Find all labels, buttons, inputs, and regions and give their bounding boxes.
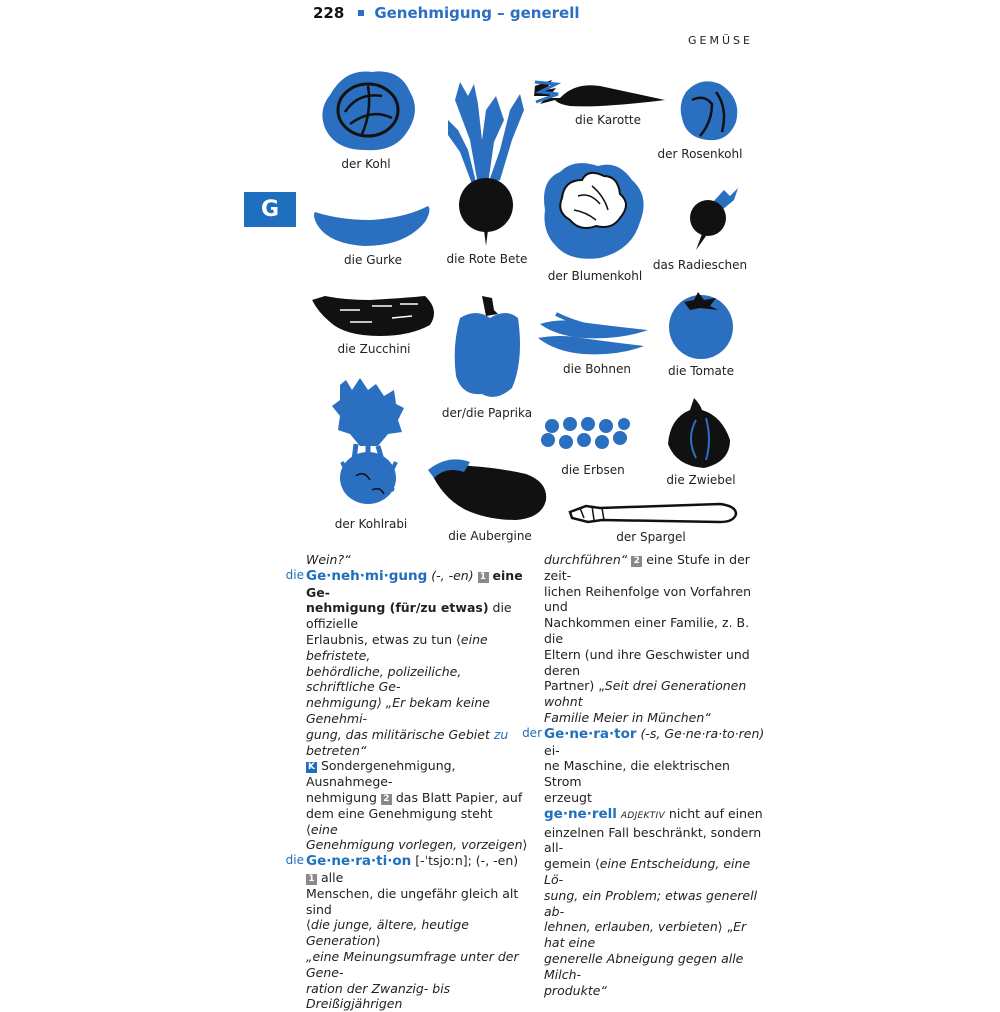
compounds: nehmigung	[306, 789, 381, 805]
alphabet-tab[interactable]: G	[244, 192, 296, 227]
example: Er hat eine	[544, 919, 747, 951]
headword[interactable]: Ge·ne·ra·ti·on	[306, 853, 412, 870]
left-column	[285, 552, 528, 1012]
definition-text: dem eine Genehmigung steht ⟨	[306, 805, 493, 837]
label-radieschen: das Radieschen	[652, 258, 748, 272]
pronunciation: [-ˈtsjoːn]; (-, -en)	[415, 853, 519, 869]
kohlrabi-icon	[332, 378, 404, 504]
collocation: eine	[310, 821, 338, 837]
example: generelle Abneigung gegen alle Milch-	[544, 950, 744, 982]
peas-icon	[541, 417, 630, 449]
definition-text: Erlaubnis, etwas zu tun ⟨	[306, 631, 461, 647]
bracket: ⟩	[375, 933, 381, 949]
definition-text: erzeugt	[544, 789, 592, 805]
definition-text: Partner) „	[544, 678, 605, 694]
label-kohl: der Kohl	[341, 157, 391, 171]
definition-text: lichen Reihenfolge von Vorfahren und	[544, 583, 752, 615]
phrase: eine Ge-	[306, 567, 523, 600]
beans-icon	[538, 314, 648, 354]
definition-text: einzelnen Fall beschränkt, sondern all-	[544, 824, 762, 856]
example: ⟩ „Er bekam keine Genehmi-	[306, 695, 490, 726]
grammar-info: (-s, Ge·ne·ra·to·ren)	[640, 725, 765, 741]
compound-badge: K	[306, 762, 317, 773]
example: „eine Meinungsumfrage unter der Gene-	[306, 948, 519, 980]
definition-text: Menschen, die ungefähr gleich alt sind	[306, 885, 519, 917]
label-kohlrabi: der Kohlrabi	[334, 517, 408, 531]
collocation: behördliche, polizeiliche, schriftliche Ge-	[306, 663, 462, 695]
cucumber-icon	[314, 206, 429, 246]
page-number: 228	[313, 4, 345, 22]
collocation: nehmigung	[306, 695, 377, 711]
asparagus-icon	[570, 504, 736, 522]
example: Familie Meier in München“	[544, 709, 711, 725]
zucchini-icon	[312, 296, 434, 336]
definition-text: nicht auf einen	[664, 805, 763, 821]
onion-icon	[668, 398, 730, 468]
label-paprika: der/die Paprika	[441, 406, 533, 420]
compounds: Sondergenehmigung, Ausnahmege-	[306, 758, 456, 790]
definition-text: Eltern (und ihre Geschwister und deren	[544, 646, 750, 678]
entry-generation	[285, 853, 528, 1012]
cauliflower-icon	[544, 163, 644, 259]
definition-text: Nachkommen einer Familie, z. B. die	[544, 615, 750, 646]
example: ration der Zwanzig- bis Dreißigjährigen	[306, 980, 451, 1012]
bracket: ⟨	[306, 917, 311, 933]
bell-pepper-icon	[455, 296, 520, 397]
label-rosenkohl: der Rosenkohl	[657, 147, 743, 161]
label-zucchini: die Zucchini	[337, 342, 411, 356]
article: der	[522, 725, 542, 740]
article: die	[285, 567, 304, 582]
label-tomate: die Tomate	[668, 364, 734, 378]
definition-text: ei-	[544, 742, 560, 758]
collocation: lehnen, erlauben, verbieten	[544, 919, 718, 935]
label-zwiebel: die Zwiebel	[666, 473, 736, 487]
example: gung, das militärische Gebiet	[306, 726, 494, 742]
carrot-icon	[534, 80, 665, 106]
headword[interactable]: Ge·ne·ra·tor	[544, 725, 637, 742]
grammar-info: (-, -en)	[431, 567, 474, 583]
article: die	[285, 853, 304, 868]
part-of-speech: ADJEKTIV	[620, 810, 665, 821]
beetroot-icon	[448, 82, 524, 246]
collocation: Genehmigung vorlegen, vorzeigen	[306, 837, 523, 853]
label-erbsen: die Erbsen	[561, 463, 625, 477]
definition-text: eine Stufe in der zeit-	[544, 552, 750, 583]
example: produkte“	[544, 982, 607, 998]
definition-text: gemein ⟨	[544, 856, 600, 872]
example: betreten“	[306, 742, 367, 758]
sense-number: 2	[381, 794, 392, 805]
example: Seit drei Generationen wohnt	[544, 678, 747, 710]
entry-generator	[522, 725, 766, 806]
cabbage-icon	[322, 71, 415, 150]
collocation: eine befristete,	[306, 631, 488, 663]
label-blumenkohl: der Blumenkohl	[547, 269, 643, 283]
label-rote-bete: die Rote Bete	[446, 252, 528, 266]
right-column	[522, 552, 766, 998]
example-highlight: zu	[493, 726, 509, 742]
headword[interactable]: ge·ne·rell	[544, 805, 617, 822]
eggplant-icon	[428, 459, 546, 520]
collocation: eine Entscheidung, eine Lö-	[544, 856, 751, 887]
bracket: ⟩	[522, 837, 528, 853]
definition-text: alle	[317, 869, 344, 885]
label-gurke: die Gurke	[344, 253, 402, 267]
definition-text: die offizielle	[306, 600, 512, 632]
phrase-continued: nehmigung (für/zu etwas)	[306, 600, 489, 616]
entry-genehmigung	[285, 567, 528, 853]
category-title: GEMÜSE	[688, 34, 753, 47]
sense-number: 1	[478, 572, 489, 583]
label-spargel: der Spargel	[616, 530, 686, 544]
label-karotte: die Karotte	[575, 113, 641, 127]
continued-line: durchführen“	[544, 552, 628, 567]
tomato-icon	[669, 292, 733, 359]
label-bohnen: die Bohnen	[563, 362, 631, 376]
brussels-sprout-icon	[681, 81, 738, 140]
collocation: die junge, ältere, heutige Generation	[306, 917, 469, 949]
collocation: sung, ein Problem; etwas generell ab-	[544, 887, 758, 919]
entry-generell	[544, 806, 766, 999]
continued-line: Wein?“	[306, 552, 351, 567]
label-aubergine: die Aubergine	[448, 529, 532, 543]
sense-number: 1	[306, 874, 317, 885]
sense-number: 2	[631, 556, 642, 567]
radish-icon	[690, 188, 738, 250]
bracket: ⟩ „	[717, 919, 734, 935]
definition-text: das Blatt Papier, auf	[391, 789, 523, 805]
definition-text: ne Maschine, die elektrischen Strom	[544, 758, 730, 790]
header-title: Genehmigung – generell	[374, 4, 580, 22]
headword[interactable]: Ge·neh·mi·gung	[306, 567, 428, 584]
